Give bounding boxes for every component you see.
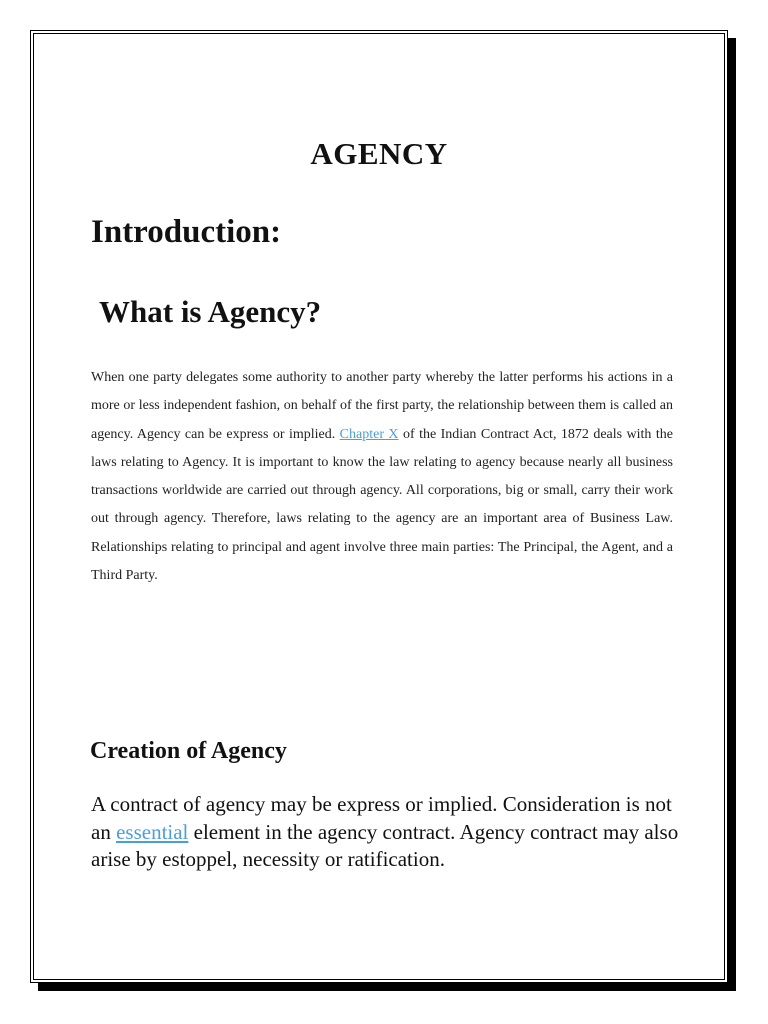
creation-text-after-link: element in the agency contract. Agency contract may also arise by estoppel, necessity or ratification. [91, 819, 679, 871]
intro-text-before-link: When one party delegates some authority to another party whereby the latter performs his actions in a more or less independent fashion, on behalf of the first party, the relationship between them is called an agency. Agency can be express or implied. [91, 370, 673, 442]
intro-text-after-link: of the Indian Contract Act, 1872 deals with the laws relating to Agency. It is important to know the law relating to agency because nearly all business transactions worldwide are carried out through agency. All corporations, big or small, carry their work out through agency. Therefore, laws relating to the agency are an important area of Business Law. Relationships relating to principal and agent involve three main parties: The Principal, the Agent, and a Third Party. [91, 426, 673, 584]
essential-link[interactable]: essential [116, 819, 189, 844]
creation-paragraph [91, 791, 681, 874]
document-page [30, 30, 728, 983]
introduction-heading: Introduction: [91, 214, 282, 250]
document-title: AGENCY [310, 136, 448, 171]
chapter-x-link[interactable]: Chapter X [339, 426, 399, 442]
what-is-agency-heading: What is Agency? [99, 294, 322, 329]
creation-of-agency-heading: Creation of Agency [90, 738, 287, 764]
creation-text-before-link: A contract of agency may be express or implied. Consideration is not an [91, 792, 672, 844]
intro-paragraph [91, 364, 673, 590]
